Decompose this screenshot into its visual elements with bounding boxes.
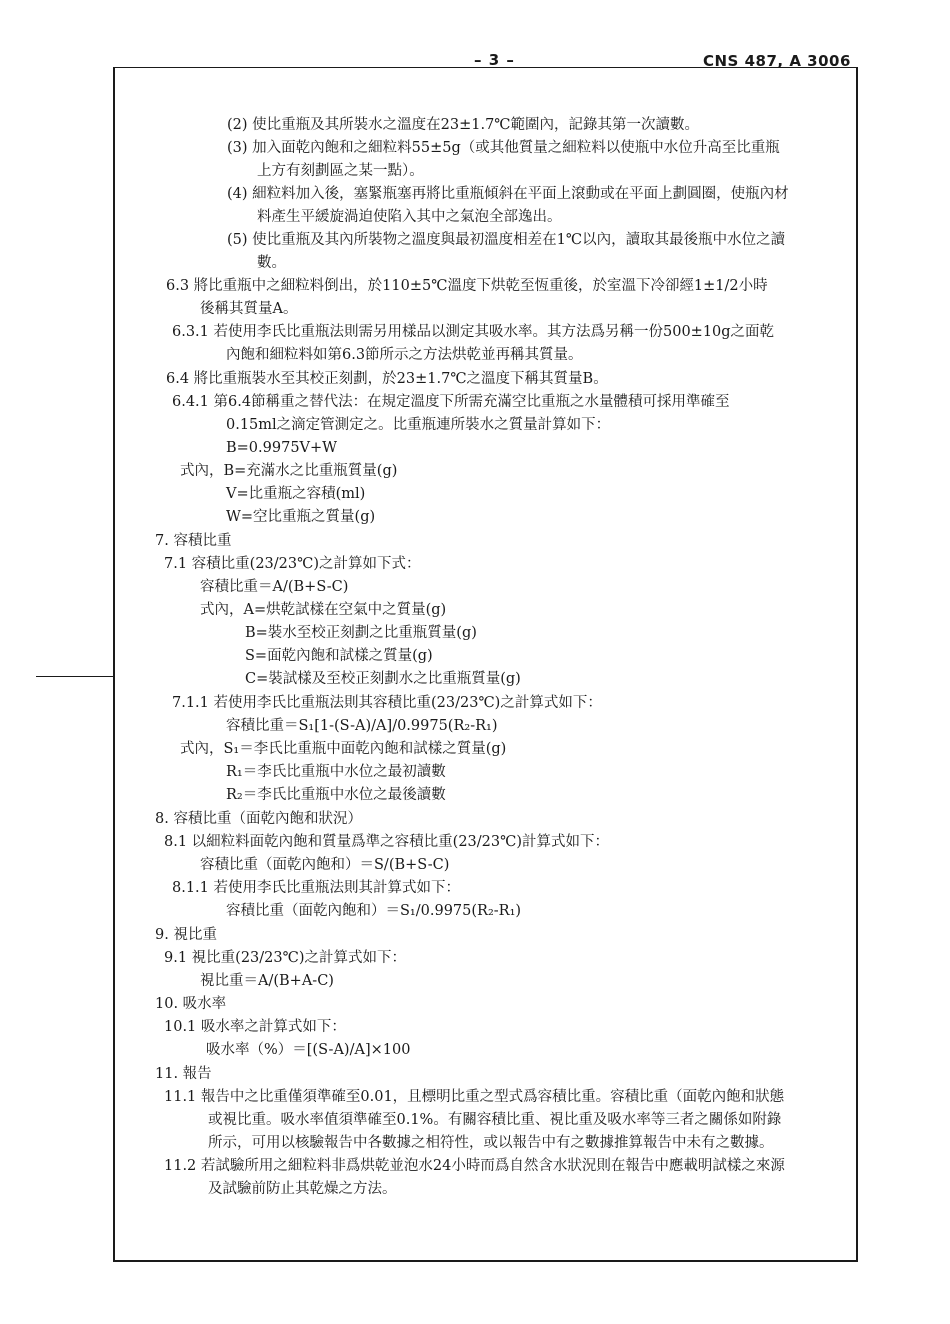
text-line: 內飽和細粒料如第6.3節所示之方法烘乾並再稱其質量。: [226, 347, 583, 363]
text-line: 0.15ml之滴定管測定之。比重瓶連所裝水之質量計算如下：: [226, 417, 611, 433]
text-line: 所示，可用以核驗報告中各數據之相符性，或以報告中有之數據推算報告中未有之數據。: [208, 1135, 774, 1151]
text-line: 式內，S₁＝李氏比重瓶中面乾內飽和試樣之質量(g): [180, 741, 507, 757]
text-line: 8.1 以細粒料面乾內飽和質量爲準之容積比重(23/23℃)計算式如下：: [164, 834, 609, 850]
text-line: W=空比重瓶之質量(g): [226, 509, 376, 525]
text-line: 數。: [257, 255, 286, 271]
text-line: 式內，A=烘乾試樣在空氣中之質量(g): [200, 602, 447, 618]
standard-code: CNS 487, A 3006: [703, 52, 851, 70]
formula: B=0.9975V+W: [226, 440, 338, 456]
text-line: 6.3.1 若使用李氏比重瓶法則需另用樣品以測定其吸水率。其方法爲另稱一份500±10g之面乾: [172, 324, 775, 340]
text-line: 7.1 容積比重(23/23℃)之計算如下式：: [164, 556, 421, 572]
text-line: R₁＝李氏比重瓶中水位之最初讀數: [226, 764, 446, 780]
text-line: (4) 細粒料加入後，塞緊瓶塞再將比重瓶傾斜在平面上滾動或在平面上劃圓圈，使瓶內材: [227, 186, 789, 202]
text-line: 後稱其質量A。: [200, 301, 298, 317]
text-line: 及試驗前防止其乾燥之方法。: [208, 1181, 397, 1197]
section-heading: 10. 吸水率: [155, 996, 227, 1012]
text-line: 11.1 報告中之比重僅須準確至0.01，且標明比重之型式爲容積比重。容積比重（面乾內飽和狀態: [164, 1089, 785, 1105]
section-heading: 9. 視比重: [155, 927, 217, 943]
formula: 容積比重（面乾內飽和）＝S/(B+S-C): [200, 857, 450, 873]
text-line: 上方有刻劃區之某一點）。: [257, 163, 424, 179]
text-line: (5) 使比重瓶及其內所裝物之溫度與最初溫度相差在1℃以內，讀取其最後瓶中水位之讀: [227, 232, 786, 248]
text-line: B=裝水至校正刻劃之比重瓶質量(g): [245, 625, 477, 641]
page-header: [0, 0, 950, 70]
section-heading: 8. 容積比重（面乾內飽和狀況）: [155, 811, 362, 827]
formula: 容積比重（面乾內飽和）＝S₁/0.9975(R₂-R₁): [226, 903, 522, 919]
formula: 吸水率（%）＝[(S-A)/A]×100: [206, 1042, 411, 1058]
text-line: 式內，B=充滿水之比重瓶質量(g): [180, 463, 398, 479]
text-line: 6.4.1 第6.4節稱重之替代法：在規定溫度下所需充滿空比重瓶之水量體積可採用準確至: [172, 394, 730, 410]
text-line: C=裝試樣及至校正刻劃水之比重瓶質量(g): [245, 671, 521, 687]
text-line: R₂＝李氏比重瓶中水位之最後讀數: [226, 787, 446, 803]
text-line: (2) 使比重瓶及其所裝水之溫度在23±1.7℃範圍內，記錄其第一次讀數。: [227, 117, 700, 133]
text-line: V=比重瓶之容積(ml): [226, 486, 366, 502]
formula: 容積比重＝A/(B+S-C): [200, 579, 349, 595]
text-line: 8.1.1 若使用李氏比重瓶法則其計算式如下：: [172, 880, 461, 896]
text-line: S=面乾內飽和試樣之質量(g): [245, 648, 433, 664]
text-line: 7.1.1 若使用李氏比重瓶法則其容積比重(23/23℃)之計算式如下：: [172, 695, 602, 711]
text-line: 或視比重。吸水率值須準確至0.1%。有關容積比重、視比重及吸水率等三者之關係如附錄: [208, 1112, 782, 1128]
section-heading: 7. 容積比重: [155, 533, 232, 549]
text-line: 9.1 視比重(23/23℃)之計算式如下：: [164, 950, 406, 966]
text-line: 6.3 將比重瓶中之細粒料倒出，於110±5℃溫度下烘乾至恆重後，於室溫下冷卻經1±1/2小時: [166, 278, 768, 294]
formula: 容積比重＝S₁[1-(S-A)/A]/0.9975(R₂-R₁): [226, 718, 498, 734]
text-line: 10.1 吸水率之計算式如下：: [164, 1019, 346, 1035]
text-line: 料產生平緩旋渦迫使陷入其中之氣泡全部逸出。: [257, 209, 562, 225]
text-line: 6.4 將比重瓶裝水至其校正刻劃，於23±1.7℃之溫度下稱其質量B。: [166, 371, 608, 387]
section-heading: 11. 報告: [155, 1066, 212, 1082]
margin-rule: [36, 676, 114, 677]
text-line: 11.2 若試驗所用之細粒料非爲烘乾並泡水24小時而爲自然含水狀況則在報告中應載明試樣之來源: [164, 1158, 785, 1174]
page-number: – 3 –: [474, 51, 515, 69]
formula: 視比重＝A/(B+A-C): [200, 973, 334, 989]
text-line: (3) 加入面乾內飽和之細粒料55±5g（或其他質量之細粒料以使瓶中水位升高至比重瓶: [227, 140, 780, 156]
